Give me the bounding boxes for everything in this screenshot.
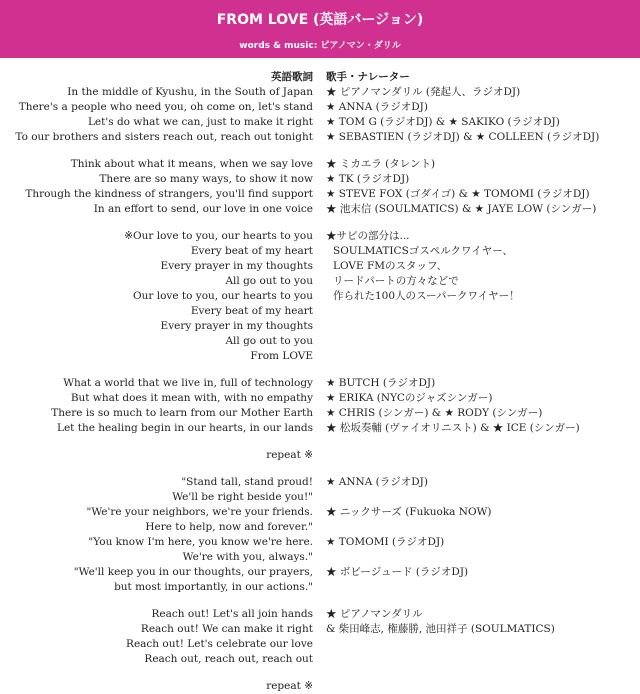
repeat-marker: repeat ※ (266, 680, 313, 692)
lyric-row (0, 187, 640, 202)
english-lyric: Every prayer in my thoughts (160, 260, 313, 272)
spacer-row (0, 463, 640, 475)
column-header-row (0, 70, 640, 85)
lyric-row (0, 274, 640, 289)
singer-credit: & 柴田峰志, 権藤勝, 池田祥子 (SOULMATICS) (326, 623, 555, 635)
english-lyric: "We'll keep you in our thoughts, our prayers, (73, 566, 313, 578)
singer-credit: ★ ミカエラ (タレント) (326, 158, 436, 170)
lyric-row (0, 490, 640, 505)
english-lyric: "Stand tall, stand proud! (181, 476, 313, 488)
english-lyric: Every beat of my heart (190, 245, 313, 257)
singer-credit: ★ ピアノマンダリル (発起人、ラジオDJ) (326, 86, 521, 98)
lyric-row (0, 319, 640, 334)
lyric-row (0, 304, 640, 319)
english-lyric: Reach out! Let's all join hands (151, 608, 313, 620)
english-lyric: Let the healing begin in our hearts, in our lands (57, 422, 313, 434)
english-lyric: There are so many ways, to show it now (99, 173, 313, 185)
lyric-row (0, 622, 640, 637)
singer-credit: ★ TOM G (ラジオDJ) & ★ SAKIKO (ラジオDJ) (326, 116, 560, 128)
singer-credit: ★ SEBASTIEN (ラジオDJ) & ★ COLLEEN (ラジオDJ) (326, 131, 600, 143)
spacer-row (0, 667, 640, 679)
singer-credit: ★ 池末信 (SOULMATICS) & ★ JAYE LOW (シンガー) (326, 203, 597, 215)
english-lyric: Through the kindness of strangers, you'll find support (25, 188, 313, 200)
lyric-row (0, 637, 640, 652)
song-credit: words & music: ピアノマン・ダリル (239, 41, 401, 51)
lyric-row (0, 259, 640, 274)
singer-credit: ★ STEVE FOX (ゴダイゴ) & ★ TOMOMI (ラジオDJ) (326, 188, 590, 200)
lyric-row (0, 85, 640, 100)
english-lyric: Let's do what we can, just to make it right (87, 116, 313, 128)
singer-credit: SOULMATICSゴスペルクワイヤー、 (333, 245, 513, 257)
lyric-row (0, 520, 640, 535)
lyric-row (0, 244, 640, 259)
english-lyric: Every prayer in my thoughts (160, 320, 313, 332)
english-lyric: ※Our love to you, our hearts to you (124, 230, 313, 242)
spacer-row (0, 595, 640, 607)
column-header-english: 英語歌詞 (271, 71, 313, 83)
english-lyric: In the middle of Kyushu, in the South of Japan (67, 86, 313, 98)
spacer-row (0, 145, 640, 157)
english-lyric: Reach out! We can make it right (140, 623, 313, 635)
singer-credit: 作られた100人のスーパークワイヤー！ (333, 290, 520, 302)
singer-credit: ★サビの部分は... (326, 230, 410, 242)
singer-credit: ★ BUTCH (ラジオDJ) (326, 377, 436, 389)
english-lyric: "We're your neighbors, we're your friends. (86, 506, 313, 518)
singer-credit: ★ TOMOMI (ラジオDJ) (326, 536, 445, 548)
lyric-row (0, 391, 640, 406)
lyric-row (0, 421, 640, 436)
english-lyric: But what does it mean with, with no empathy (70, 392, 313, 404)
singer-credit: リードパートの方々などで (333, 275, 459, 287)
singer-credit: ★ TK (ラジオDJ) (326, 173, 410, 185)
lyric-row (0, 475, 640, 490)
lyric-row (0, 535, 640, 550)
english-lyric: In an effort to send, our love in one voice (93, 203, 313, 215)
repeat-marker: repeat ※ (266, 449, 313, 461)
lyric-row (0, 229, 640, 244)
english-lyric: "You know I'm here, you know we're here. (88, 536, 313, 548)
lyrics-table (0, 70, 640, 694)
lyric-row (0, 448, 640, 463)
english-lyric: We're with you, always." (182, 551, 313, 563)
lyric-row (0, 202, 640, 217)
song-title: FROM LOVE (英語バージョン) (216, 12, 424, 28)
english-lyric: We'll be right beside you!" (172, 491, 313, 503)
lyric-row (0, 100, 640, 115)
singer-credit: LOVE FMのスタッフ、 (333, 260, 448, 272)
lyric-row (0, 580, 640, 595)
lyric-row (0, 289, 640, 304)
singer-credit: ★ CHRIS (シンガー) & ★ RODY (シンガー) (326, 407, 543, 419)
singer-credit: ★ ボビージュード (ラジオDJ) (326, 566, 469, 578)
english-lyric: There's a people who need you, oh come on, let's stand (18, 101, 313, 113)
lyric-row (0, 505, 640, 520)
lyric-row (0, 376, 640, 391)
title-banner (0, 0, 640, 58)
english-lyric: Every beat of my heart (190, 305, 313, 317)
singer-credit: ★ ERIKA (NYCのジャズシンガー) (326, 392, 493, 404)
lyric-row (0, 652, 640, 667)
english-lyric: Here to help, now and forever." (145, 521, 313, 533)
english-lyric: but most importantly, in our actions." (114, 581, 313, 593)
singer-credit: ★ 松坂奏輔 (ヴァイオリニスト) & ★ ICE (シンガー) (326, 422, 580, 434)
english-lyric: From LOVE (250, 350, 313, 362)
spacer-row (0, 217, 640, 229)
column-header-singers: 歌手・ナレーター (326, 71, 410, 83)
english-lyric: Reach out, reach out, reach out (144, 653, 313, 665)
lyric-row (0, 172, 640, 187)
english-lyric: There is so much to learn from our Mother Earth (51, 407, 313, 419)
english-lyric: What a world that we live in, full of technology (63, 377, 313, 389)
lyric-row (0, 157, 640, 172)
lyric-row (0, 550, 640, 565)
lyric-row (0, 334, 640, 349)
lyric-row (0, 565, 640, 580)
lyric-row (0, 406, 640, 421)
english-lyric: All go out to you (225, 275, 313, 287)
english-lyric: Our love to you, our hearts to you (133, 290, 313, 302)
english-lyric: Reach out! Let's celebrate our love (126, 638, 313, 650)
singer-credit: ★ ANNA (ラジオDJ) (326, 476, 428, 488)
lyric-row (0, 115, 640, 130)
lyric-row (0, 130, 640, 145)
lyric-row (0, 607, 640, 622)
lyric-row (0, 679, 640, 694)
lyric-row (0, 349, 640, 364)
english-lyric: All go out to you (225, 335, 313, 347)
singer-credit: ★ ANNA (ラジオDJ) (326, 101, 428, 113)
singer-credit: ★ ピアノマンダリル (326, 608, 423, 620)
spacer-row (0, 364, 640, 376)
english-lyric: Think about what it means, when we say love (70, 158, 313, 170)
english-lyric: To our brothers and sisters reach out, reach out tonight (15, 131, 313, 143)
spacer-row (0, 436, 640, 448)
singer-credit: ★ ニックサーズ (Fukuoka NOW) (326, 506, 492, 518)
